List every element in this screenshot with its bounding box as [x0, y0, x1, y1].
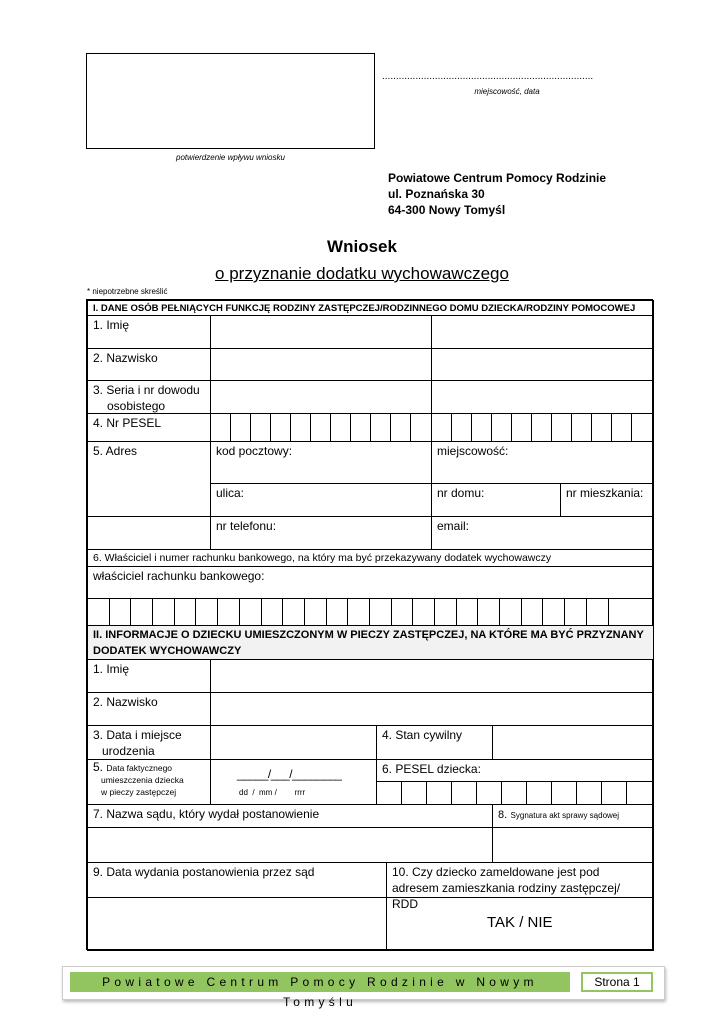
address-line-1: Powiatowe Centrum Pomocy Rodzinie	[388, 171, 607, 185]
date-caption: miejscowość, data	[474, 87, 540, 96]
input-nazwisko-1[interactable]	[210, 348, 432, 381]
label-adres: 5. Adres	[87, 441, 211, 517]
date-field[interactable]: ............................................................................	[382, 71, 594, 82]
child-label-urodzenie-line-1: 3. Data i miejsce	[93, 728, 182, 742]
input-nr-mieszkania[interactable]: nr mieszkania:	[560, 483, 654, 517]
tak-nie-option[interactable]: TAK / NIE	[487, 914, 553, 931]
label-konto: 6. Właściciel i numer rachunku bankowego, na który ma być przekazywany dodatek wychowawczy	[87, 549, 654, 567]
child-input-urodzenie[interactable]	[210, 725, 377, 760]
stamp-caption: potwierdzenie wpływu wniosku	[176, 153, 285, 162]
label-pesel: 4. Nr PESEL	[87, 413, 211, 442]
input-imie-1[interactable]	[210, 315, 432, 349]
date-format: dd / mm / rrrr	[239, 788, 306, 797]
child-label-sygnatura	[492, 804, 654, 828]
label-nazwisko: 2. Nazwisko	[87, 348, 211, 381]
child-label-pesel: 6. PESEL dziecka:	[376, 759, 654, 782]
child-label-umieszczenie-num: 5.	[93, 760, 104, 774]
input-imie-2[interactable]	[431, 315, 654, 349]
date-line: _____/___/________	[237, 767, 342, 781]
child-label-urodzenie-line-2: urodzenia	[102, 744, 155, 758]
child-label-imie: 1. Imię	[87, 659, 211, 693]
input-nazwisko-2[interactable]	[431, 348, 654, 381]
child-input-zameldowanie[interactable]	[386, 897, 654, 951]
input-wlasciciel[interactable]: właściciel rachunku bankowego:	[87, 566, 654, 599]
label-dowod-line-1: 3. Seria i nr dowodu	[93, 383, 200, 397]
section-1-header: I. DANE OSÓB PEŁNIĄCYCH FUNKCJĘ RODZINY ZASTĘPCZEJ/RODZINNEGO DOMU DZIECKA/RODZINY POMOCOWEJ	[87, 300, 654, 316]
input-email[interactable]: email:	[431, 516, 654, 550]
stamp-box	[86, 53, 375, 149]
label-dowod	[87, 380, 211, 414]
child-label-data-wydania: 9. Data wydania postanowienia przez sąd	[87, 862, 387, 898]
application-form	[86, 299, 653, 950]
input-dowod-2[interactable]	[431, 380, 654, 414]
child-label-sad: 7. Nazwa sądu, który wydał postanowienie	[87, 804, 493, 828]
doc-title: Wniosek	[327, 237, 397, 256]
child-label-sygnatura-text: Sygnatura akt sprawy sądowej	[510, 811, 620, 820]
pesel-boxes-1[interactable]	[210, 413, 432, 442]
child-label-sygnatura-num: 8.	[498, 809, 508, 821]
input-ulica[interactable]: ulica:	[210, 483, 432, 517]
input-telefon[interactable]: nr telefonu:	[210, 516, 432, 550]
address-line-2: ul. Poznańska 30	[388, 187, 485, 201]
note: * niepotrzebne skreślić	[87, 287, 168, 296]
pesel-boxes-2[interactable]	[431, 413, 654, 442]
footer-institution: Powiatowe Centrum Pomocy Rodzinie w Nowym Tomyślu	[70, 972, 570, 992]
blank-cell	[87, 516, 211, 550]
input-nr-domu[interactable]: nr domu:	[431, 483, 561, 517]
child-label-stan: 4. Stan cywilny	[376, 725, 493, 760]
section-2-header: II. INFORMACJE O DZIECKU UMIESZCZONYM W PIECZY ZASTĘPCZEJ, NA KTÓRE MA BYĆ PRZYZNANY DODATEK WYCHOWAWCZY	[87, 625, 654, 660]
doc-subtitle: o przyznanie dodatku wychowawczego	[215, 264, 509, 283]
label-dowod-line-2: osobistego	[107, 399, 166, 413]
input-miejscowosc[interactable]: miejscowość:	[431, 441, 654, 484]
child-label-umieszczenie-line-3: w pieczy zastępczej	[101, 787, 177, 797]
child-label-urodzenie	[87, 725, 211, 760]
child-label-nazwisko: 2. Nazwisko	[87, 692, 211, 726]
label-imie: 1. Imię	[87, 315, 211, 349]
child-input-sygnatura[interactable]	[492, 827, 654, 863]
child-label-zameldowanie: 10. Czy dziecko zameldowane jest pod adresem zamieszkania rodziny zastępczej/ RDD	[386, 862, 654, 898]
child-label-umieszczenie	[87, 759, 211, 805]
address-line-3: 64-300 Nowy Tomyśl	[388, 203, 506, 217]
child-input-data-wydania[interactable]	[87, 897, 387, 951]
child-label-umieszczenie-line-1: Data faktycznego	[106, 763, 173, 773]
input-kod-pocztowy[interactable]: kod pocztowy:	[210, 441, 432, 484]
child-input-nazwisko[interactable]	[210, 692, 654, 726]
child-label-umieszczenie-line-2: umieszczenia dziecka	[101, 775, 184, 785]
child-input-umieszczenie[interactable]	[210, 759, 377, 805]
child-pesel-boxes[interactable]	[376, 781, 654, 805]
page-number: Strona 1	[581, 972, 653, 992]
account-number-boxes[interactable]	[87, 598, 654, 626]
child-input-stan[interactable]	[492, 725, 654, 760]
child-input-sad[interactable]	[87, 827, 493, 863]
child-input-imie[interactable]	[210, 659, 654, 693]
input-dowod-1[interactable]	[210, 380, 432, 414]
